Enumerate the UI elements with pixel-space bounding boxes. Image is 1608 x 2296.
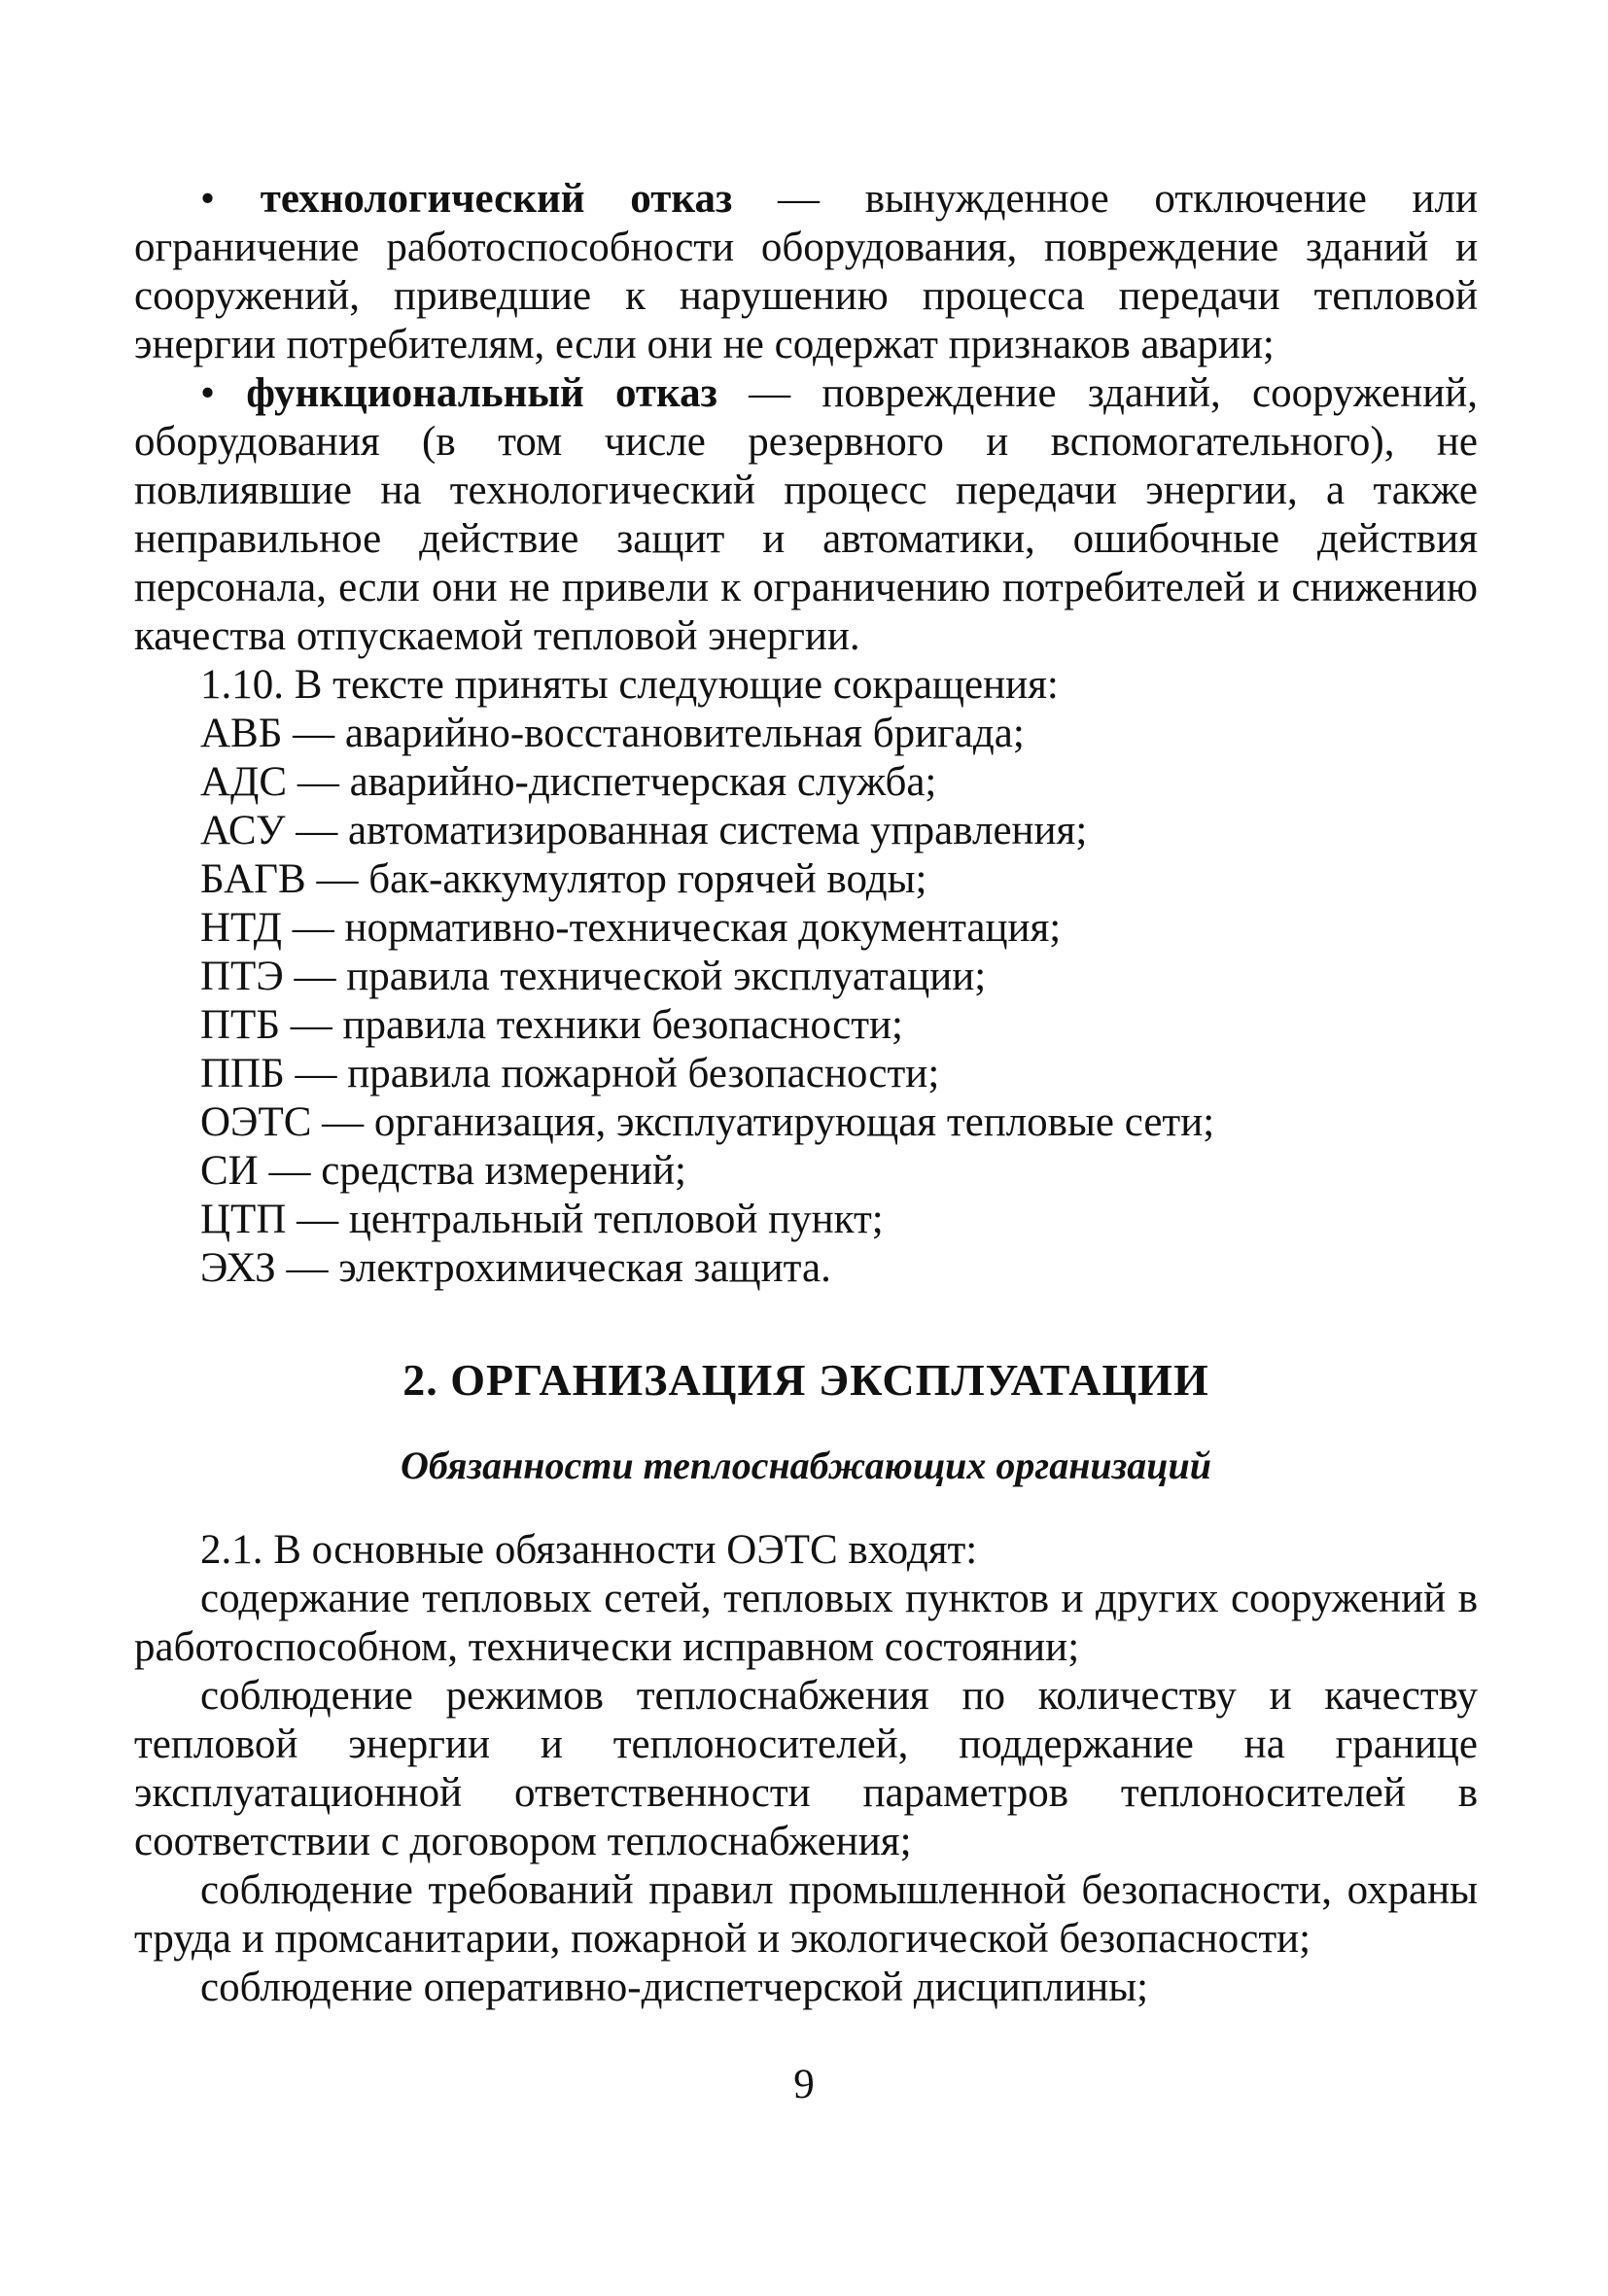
definition-functional-failure: • функциональный отказ — повреждение зданий, сооружений, оборудования (в том числе резервного и вспомогательного), не повлиявшие на технологический процесс передачи энергии, а также неправильное действие защит и автоматики, ошибочные действия персонала, если они не привели к ограничению потребителей и снижению качества отпускаемой тепловой энергии. (134, 370, 1478, 659)
abbreviations-intro: 1.10. В тексте приняты следующие сокращения: (200, 662, 1059, 708)
duty-item: соблюдение требований правил промышленной безопасности, охраны труда и промсанитарии, пожарной и экологической безопасности; (134, 1867, 1478, 1962)
duty-item: содержание тепловых сетей, тепловых пунктов и других сооружений в работоспособном, технически исправном состоянии; (134, 1576, 1478, 1670)
abbreviations-list (134, 710, 1478, 1293)
duty-item: соблюдение режимов теплоснабжения по количеству и качеству тепловой энергии и теплоносителей, поддержание на границе эксплуатационной ответственности параметров теплоносителей в соответствии с договором теплоснабжения; (134, 1673, 1478, 1864)
term-technological-failure: технологический отказ (260, 176, 733, 222)
abbreviation-item: АСУ — автоматизированная система управления; (200, 808, 1088, 853)
abbreviation-item: СИ — средства измерений; (200, 1148, 686, 1194)
definition-text: — повреждение зданий, сооружений, оборудования (в том числе резервного и вспомогательного), не повлиявшие на технологический процесс передачи энергии, а также неправильное действие защит и автоматики, ошибочные действия персонала, если они не привели к ограничению потребителей и снижению качества отпускаемой тепловой энергии. (134, 370, 1478, 659)
abbreviation-item: ПТЭ — правила технической эксплуатации; (200, 954, 987, 999)
abbreviation-item: ЦТП — центральный тепловой пункт; (200, 1197, 884, 1242)
abbreviation-item: ОЭТС — организация, эксплуатирующая тепловые сети; (200, 1099, 1215, 1145)
definition-text: — вынужденное отключение или ограничение работоспособности оборудования, повреждение зданий и сооружений, приведшие к нарушению процесса передачи тепловой энергии потребителям, если они не содержат признаков аварии; (134, 176, 1478, 367)
abbreviation-item: НТД — нормативно-техническая документация; (200, 905, 1062, 951)
duties-intro: 2.1. В основные обязанности ОЭТС входят: (200, 1527, 978, 1573)
term-functional-failure: функциональный отказ (246, 370, 717, 416)
abbreviation-item: ПТБ — правила техники безопасности; (200, 1002, 903, 1048)
abbreviation-item: ППБ — правила пожарной безопасности; (200, 1051, 940, 1096)
section-title: 2. ОРГАНИЗАЦИЯ ЭКСПЛУАТАЦИИ (402, 1355, 1209, 1405)
section-heading-block (134, 1356, 1478, 1405)
subsection-heading-block (134, 1442, 1478, 1490)
duties-block (134, 1526, 1478, 2012)
abbreviation-item: БАГВ — бак-аккумулятор горячей воды; (200, 856, 927, 902)
definition-technological-failure: • технологический отказ — вынужденное отключение или ограничение работоспособности оборудования, повреждение зданий и сооружений, приведшие к нарушению процесса передачи тепловой энергии потребителям, если они не содержат признаков аварии; (134, 176, 1478, 367)
definitions-block (134, 175, 1478, 1293)
duty-item: соблюдение оперативно-диспетчерской дисциплины; (200, 1965, 1149, 2010)
abbreviation-item: ЭХЗ — электрохимическая защита. (200, 1245, 831, 1291)
abbreviation-item: АДС — аварийно-диспетчерская служба; (200, 759, 937, 805)
subsection-title: Обязанности теплоснабжающих организаций (401, 1444, 1211, 1487)
page-number: 9 (793, 2062, 815, 2107)
abbreviation-item: АВБ — аварийно-восстановительная бригада; (200, 711, 1025, 756)
